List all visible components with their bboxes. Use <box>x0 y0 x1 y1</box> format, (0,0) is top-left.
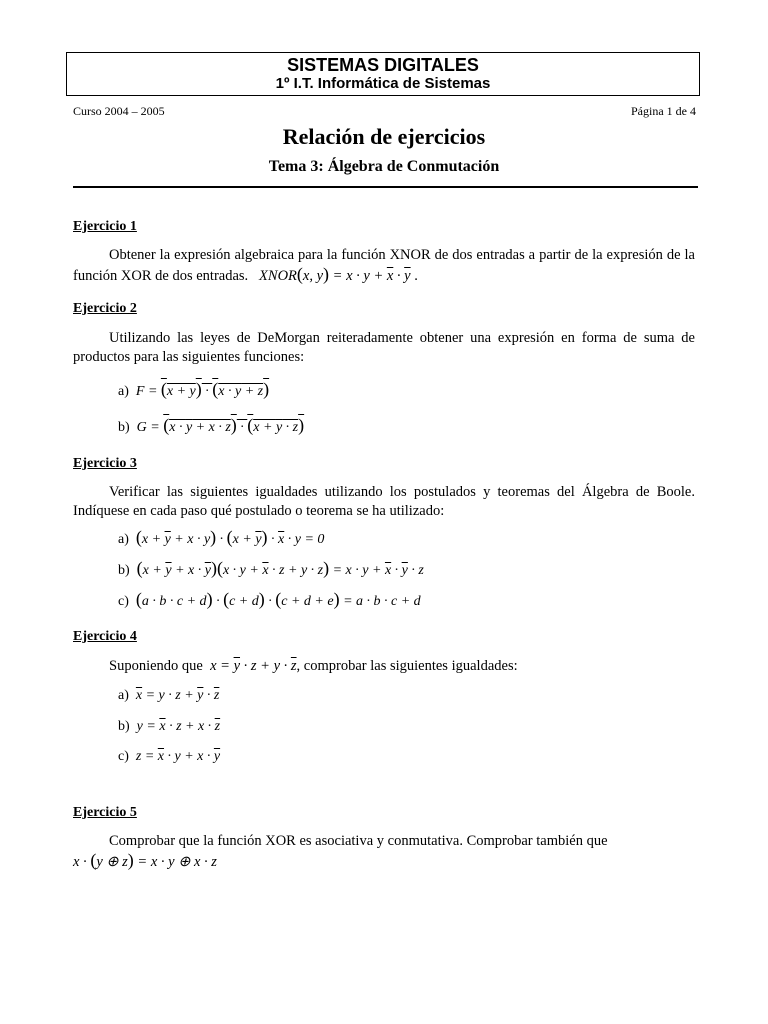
exercise-1-text: Obtener la expresión algebraica para la función XNOR de dos entradas a partir de la expresión de la función XOR de dos entradas. XNOR(x, $y) = x \cdot y + \overline{x} \cdot \overline{y}$ . <box>73 247 695 284</box>
exercise-5-statement: Comprobar que la función XOR es asociativa y conmutativa. Comprobar también que <box>109 833 608 849</box>
exercise-5-text <box>73 832 695 872</box>
document-title: Relación de ejercicios <box>282 124 486 149</box>
course-subtitle: 1º I.T. Informática de Sistemas <box>275 75 491 92</box>
document-subtitle: Tema 3: Álgebra de Conmutación <box>268 158 500 175</box>
exercise-1-heading: Ejercicio 1 <box>73 219 137 234</box>
exercise-5-formula: x · (y ⊕ z) = x · y ⊕ x · z <box>73 850 217 870</box>
exercise-3-statement: Verificar las siguientes igualdades utilizando los postulados y teoremas del Álgebra de Boole. Indíquese en cada paso qué postulado o teorema se ha utilizado: <box>73 484 695 519</box>
exercise-5-heading: Ejercicio 5 <box>73 805 137 820</box>
exercise-3-formula-b: b) $(x + \overline{y} + x \cdot \overline{y})(x \cdot y + \overline{x} \cdot z + y \cdot z) = x \cdot y + \overline{x} \cdot \overline{y} \cdot z$ <box>118 558 424 578</box>
exercise-4-formula-c: c) $z = \overline{x} \cdot y + x \cdot \overline{y}$ <box>118 749 221 764</box>
exercise-4-formula-b: b) $y = \overline{x} \cdot z + x \cdot \overline{z}$ <box>118 719 221 734</box>
exercise-3-formula-a: a) $(x + \overline{y} + x \cdot y) \cdot (x + \overline{y}) \cdot \overline{x} \cdot y = 0$ <box>118 527 325 547</box>
exercise-3-formula-c: c) (a · b · c + d) · (c + d) · (c + d + e) = a · b · c + d <box>118 589 421 609</box>
page-number: Página 1 de 4 <box>631 104 696 118</box>
formula-label: b) <box>118 719 130 734</box>
exercise-1-statement: Obtener la expresión algebraica para la función XNOR de dos entradas a partir de la expresión de la función XOR de dos entradas. <box>73 247 695 284</box>
formula-label: a) <box>118 384 129 399</box>
exercise-2-formula-a: a) F = (x + y) · (x · y + z) <box>118 379 270 399</box>
exercise-2-formula-b: b) G = (x · y + x · z) · (x + y · z) <box>118 415 305 435</box>
formula-label: b) <box>118 563 130 578</box>
exercise-2-statement: Utilizando las leyes de DeMorgan reiteradamente obtener una expresión en forma de suma de productos para las siguientes funciones: <box>73 330 695 365</box>
exercise-3-heading: Ejercicio 3 <box>73 456 137 471</box>
formula-label: a) <box>118 688 129 703</box>
course-year: Curso 2004 – 2005 <box>73 104 165 118</box>
formula-label: b) <box>118 420 130 435</box>
formula-label: a) <box>118 532 129 547</box>
exercise-4-text: Suponiendo que $x = \overline{y} \cdot z + y \cdot \overline{z}$, comprobar las siguientes igualdades: <box>109 658 518 674</box>
exercise-4-formula-a: a) $\overline{x} = y \cdot z + \overline{y} \cdot \overline{z}$ <box>118 688 220 703</box>
exercise-4-statement-start: Suponiendo que <box>109 658 203 674</box>
course-title: SISTEMAS DIGITALES <box>287 55 479 75</box>
exercise-3-text <box>73 483 695 521</box>
formula-label: c) <box>118 594 129 609</box>
course-header-box <box>66 52 700 96</box>
formula-label: c) <box>118 749 129 764</box>
exercise-4-heading: Ejercicio 4 <box>73 629 137 644</box>
exercise-2-heading: Ejercicio 2 <box>73 301 137 316</box>
exercise-1-formula: XNOR(x, $y) = x \cdot y + \overline{x} \cdot \overline{y}$ <box>251 264 411 284</box>
exercise-4-statement-end: , comprobar las siguientes igualdades: <box>296 658 518 674</box>
title-divider <box>73 186 698 188</box>
exercise-2-text <box>73 329 695 367</box>
